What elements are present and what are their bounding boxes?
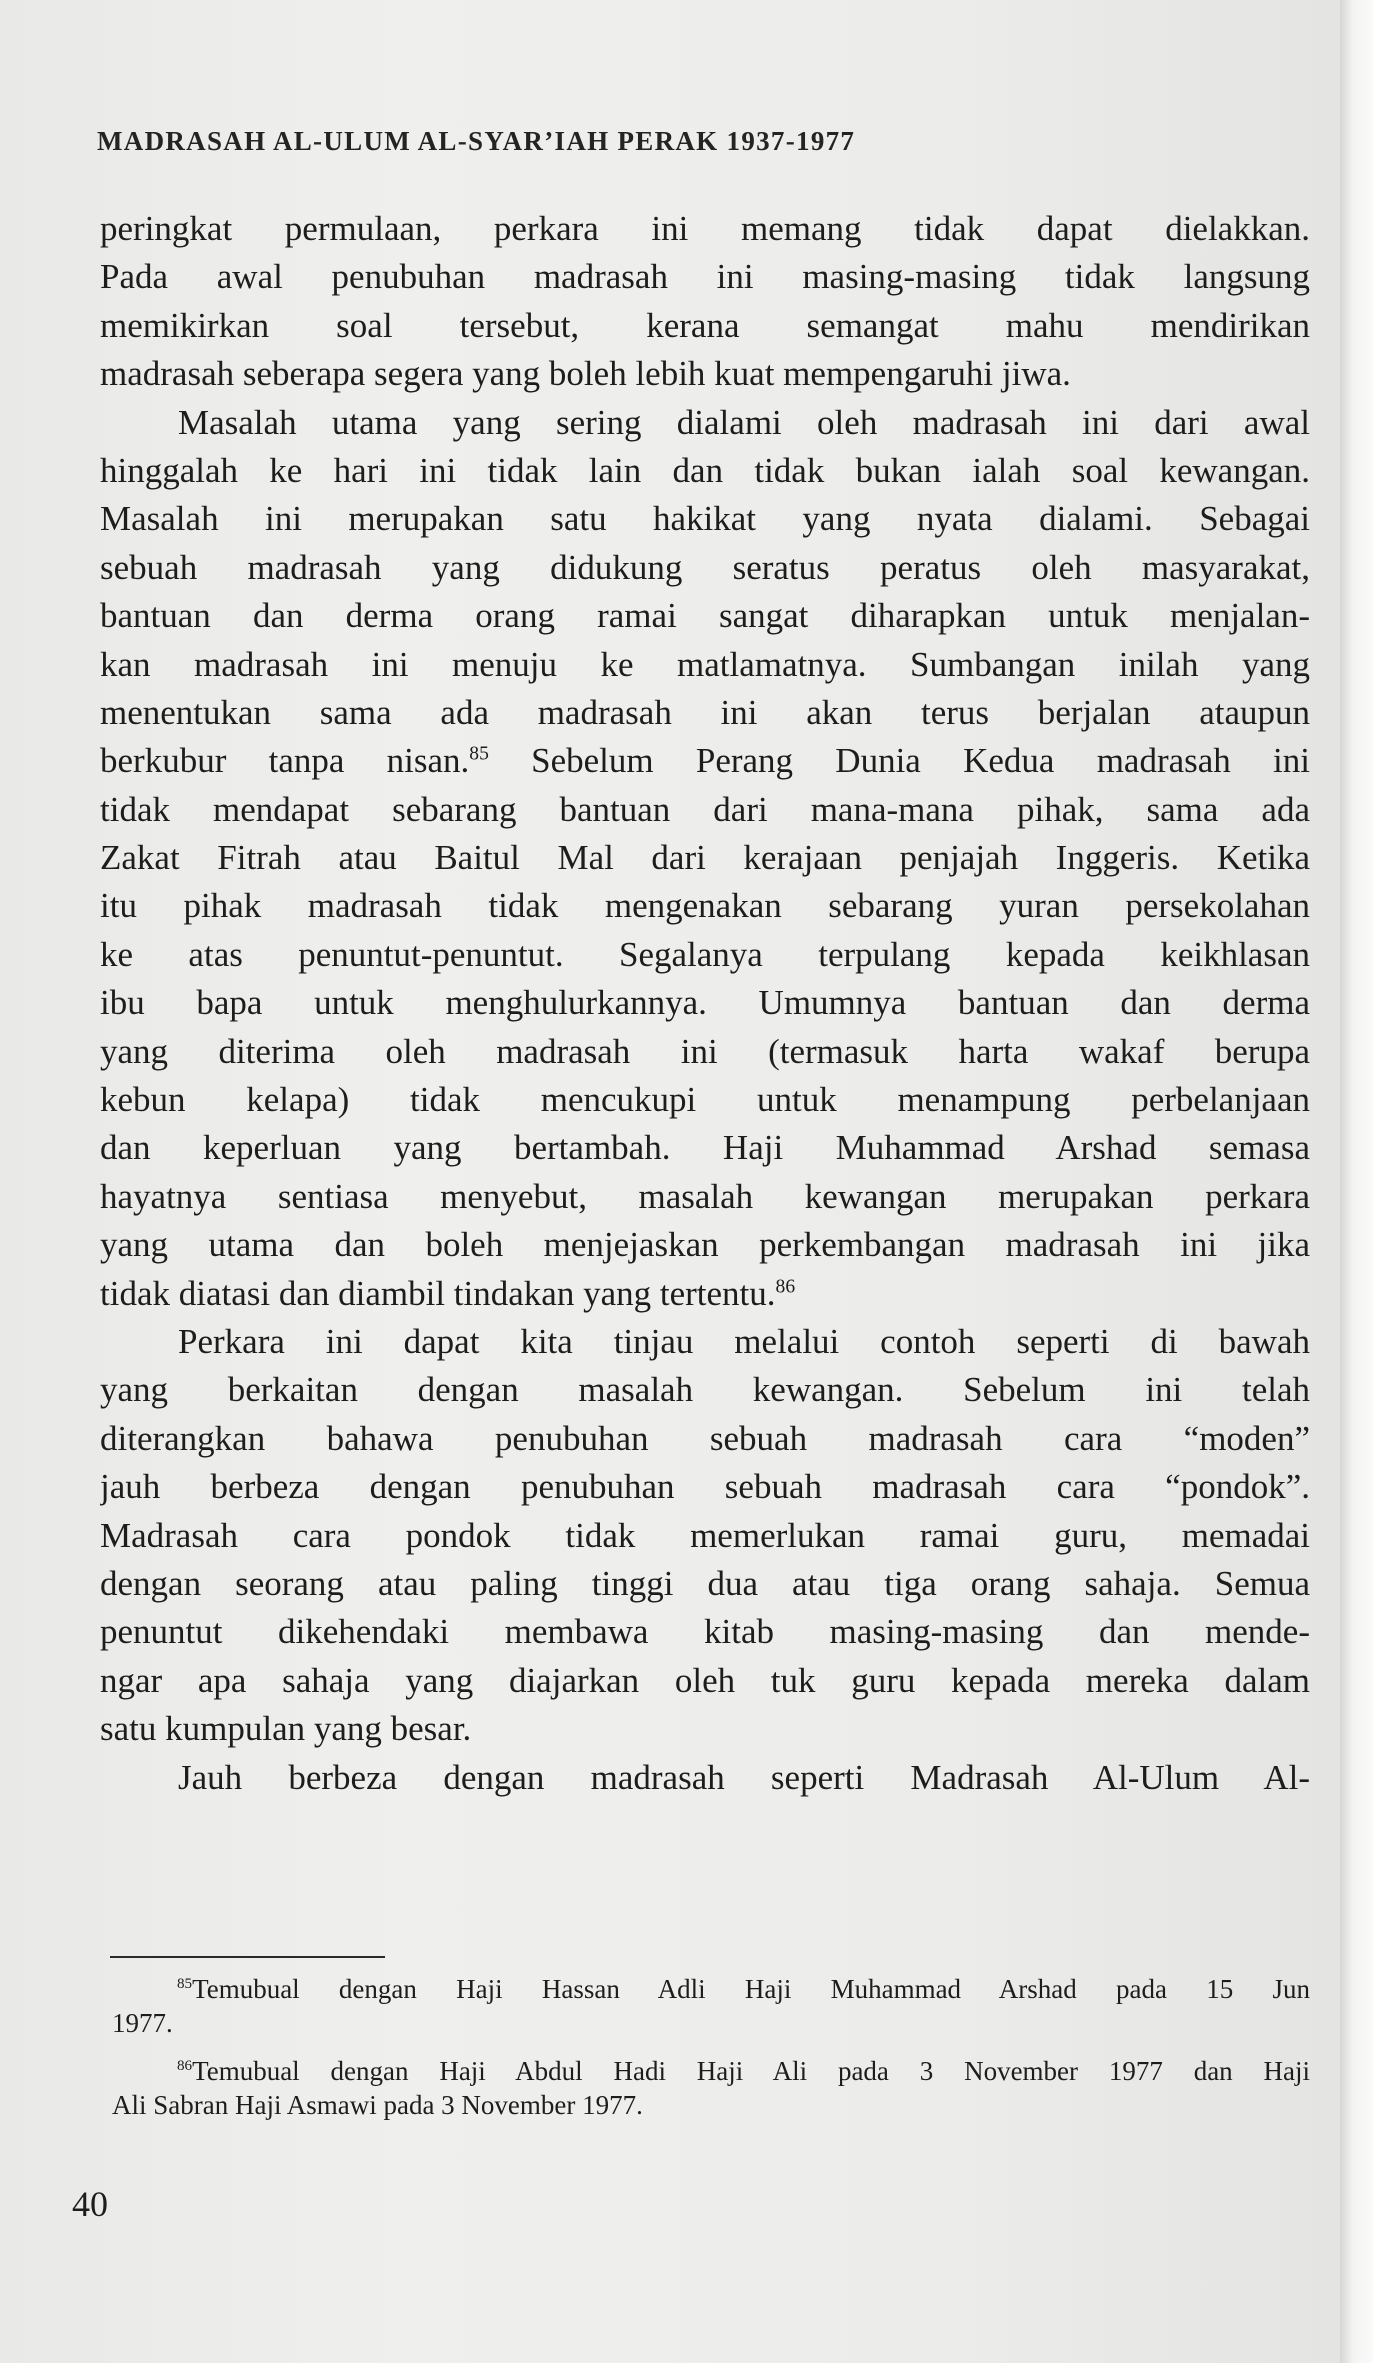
text-line: tidak mendapat sebarang bantuan dari mana-mana pihak, sama ada bbox=[100, 789, 1310, 829]
text-line: itu pihak madrasah tidak mengenakan sebarang yuran persekolahan bbox=[100, 886, 1310, 926]
footnote-86 bbox=[112, 2054, 1310, 2088]
text-line: hinggalah ke hari ini tidak lain dan tidak bukan ialah soal kewangan. bbox=[100, 450, 1310, 490]
text-segment: Sebelum Perang Dunia Kedua madrasah ini bbox=[488, 741, 1310, 781]
text-line: ke atas penuntut-penuntut. Segalanya terpulang kepada keikhlasan bbox=[100, 934, 1310, 974]
footnote-text-continuation: Ali Sabran Haji Asmawi pada 3 November 1977. bbox=[112, 2090, 643, 2120]
text-line-with-footnote bbox=[100, 737, 1310, 785]
text-line: jauh berbeza dengan penubuhan sebuah madrasah cara “pondok”. bbox=[100, 1467, 1310, 1507]
footnote-marker: 85 bbox=[177, 1976, 193, 1992]
text-line: memikirkan soal tersebut, kerana semangat mahu mendirikan bbox=[100, 305, 1310, 345]
running-head: MADRASAH AL-ULUM AL-SYAR’IAH PERAK 1937-1977 bbox=[97, 126, 856, 156]
text-line: dan keperluan yang bertambah. Haji Muhammad Arshad semasa bbox=[100, 1128, 1310, 1168]
text-line: Madrasah cara pondok tidak memerlukan ramai guru, memadai bbox=[100, 1515, 1310, 1555]
text-line: ngar apa sahaja yang diajarkan oleh tuk guru kepada mereka dalam bbox=[100, 1660, 1310, 1700]
text-segment: berkubur tanpa nisan. bbox=[100, 741, 470, 781]
text-line: penuntut dikehendaki membawa kitab masing-masing dan mende- bbox=[100, 1612, 1310, 1652]
footnote-85 bbox=[112, 1972, 1310, 2006]
text-line: Masalah ini merupakan satu hakikat yang nyata dialami. Sebagai bbox=[100, 499, 1310, 539]
text-line: kan madrasah ini menuju ke matlamatnya. Sumbangan inilah yang bbox=[100, 644, 1310, 684]
footnote-marker: 86 bbox=[177, 2058, 193, 2074]
footnote-text: Temubual dengan Haji Abdul Hadi Haji Ali pada 3 November 1977 dan Haji bbox=[192, 2056, 1310, 2086]
text-line: peringkat permulaan, perkara ini memang tidak dapat dielakkan. bbox=[100, 209, 1310, 248]
text-line: diterangkan bahawa penubuhan sebuah madrasah cara “moden” bbox=[100, 1418, 1310, 1458]
text-line: kebun kelapa) tidak mencukupi untuk menampung perbelanjaan bbox=[100, 1080, 1310, 1120]
footnote-ref-86: 86 bbox=[775, 1275, 796, 1297]
text-line: Zakat Fitrah atau Baitul Mal dari kerajaan penjajah Inggeris. Ketika bbox=[100, 838, 1310, 878]
footnote-text-continuation: 1977. bbox=[112, 2008, 173, 2038]
text-line: madrasah seberapa segera yang boleh lebih kuat mempengaruhi jiwa. bbox=[100, 354, 1071, 394]
page-number: 40 bbox=[72, 2184, 108, 2224]
footnote-divider bbox=[110, 1956, 385, 1958]
text-line: Perkara ini dapat kita tinjau melalui contoh seperti di bawah bbox=[178, 1321, 1310, 1361]
footnote-text: Temubual dengan Haji Hassan Adli Haji Muhammad Arshad pada 15 Jun bbox=[192, 1974, 1310, 2004]
text-segment: tidak diatasi dan diambil tindakan yang tertentu. bbox=[100, 1273, 776, 1313]
text-line: sebuah madrasah yang didukung seratus peratus oleh masyarakat, bbox=[100, 547, 1310, 587]
text-line: dengan seorang atau paling tinggi dua atau tiga orang sahaja. Semua bbox=[100, 1563, 1310, 1603]
footnotes bbox=[112, 1972, 1310, 2136]
text-line: yang berkaitan dengan masalah kewangan. Sebelum ini telah bbox=[100, 1370, 1310, 1410]
text-line: Masalah utama yang sering dialami oleh madrasah ini dari awal bbox=[178, 402, 1310, 442]
book-gutter bbox=[1340, 0, 1373, 2363]
text-line: Jauh berbeza dengan madrasah seperti Madrasah Al-Ulum Al- bbox=[178, 1757, 1310, 1797]
text-line: bantuan dan derma orang ramai sangat diharapkan untuk menjalan- bbox=[100, 596, 1310, 636]
body-text bbox=[100, 205, 1310, 1802]
footnote-ref-85: 85 bbox=[469, 743, 489, 765]
text-line: Pada awal penubuhan madrasah ini masing-masing tidak langsung bbox=[100, 257, 1310, 297]
text-line: ibu bapa untuk menghulurkannya. Umumnya bantuan dan derma bbox=[100, 983, 1310, 1023]
text-line: satu kumpulan yang besar. bbox=[100, 1709, 472, 1749]
text-line: yang utama dan boleh menjejaskan perkembangan madrasah ini jika bbox=[100, 1225, 1310, 1265]
text-line: menentukan sama ada madrasah ini akan terus berjalan ataupun bbox=[100, 692, 1310, 732]
text-line-with-footnote bbox=[100, 1270, 1310, 1318]
text-line: hayatnya sentiasa menyebut, masalah kewangan merupakan perkara bbox=[100, 1176, 1310, 1216]
text-line: yang diterima oleh madrasah ini (termasuk harta wakaf berupa bbox=[100, 1031, 1310, 1071]
